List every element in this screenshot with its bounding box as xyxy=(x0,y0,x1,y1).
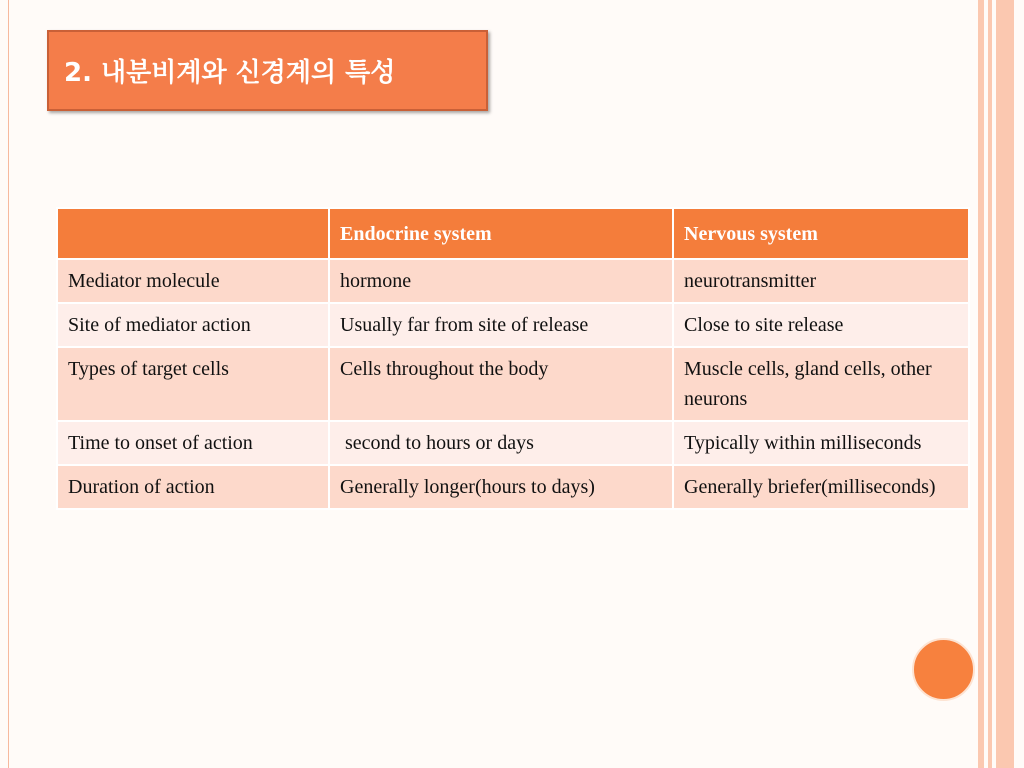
decor-stripe-2 xyxy=(988,0,992,768)
decor-stripe-3 xyxy=(996,0,1014,768)
endocrine-cell: Usually far from site of release xyxy=(329,303,673,347)
comparison-table xyxy=(56,207,970,510)
table-header-row xyxy=(57,208,969,259)
slide-title: 2. 내분비계와 신경계의 특성 xyxy=(64,58,396,88)
decor-circle xyxy=(912,638,975,701)
slide-title-box xyxy=(47,30,488,111)
header-cell-empty xyxy=(57,208,329,259)
table-row xyxy=(57,421,969,465)
nervous-cell: neurotransmitter xyxy=(673,259,969,303)
table-row xyxy=(57,347,969,421)
slide-border-left xyxy=(8,0,9,768)
nervous-cell: Typically within milliseconds xyxy=(673,421,969,465)
decor-stripe-1 xyxy=(978,0,984,768)
endocrine-cell: second to hours or days xyxy=(329,421,673,465)
row-label: Types of target cells xyxy=(57,347,329,421)
endocrine-cell: Generally longer(hours to days) xyxy=(329,465,673,509)
nervous-cell: Generally briefer(milliseconds) xyxy=(673,465,969,509)
nervous-cell: Muscle cells, gland cells, other neurons xyxy=(673,347,969,421)
row-label: Duration of action xyxy=(57,465,329,509)
row-label: Mediator molecule xyxy=(57,259,329,303)
header-nervous-system: Nervous system xyxy=(673,208,969,259)
table-row xyxy=(57,259,969,303)
endocrine-cell: Cells throughout the body xyxy=(329,347,673,421)
table-row xyxy=(57,303,969,347)
row-label: Site of mediator action xyxy=(57,303,329,347)
row-label: Time to onset of action xyxy=(57,421,329,465)
nervous-cell: Close to site release xyxy=(673,303,969,347)
endocrine-cell: hormone xyxy=(329,259,673,303)
table-row xyxy=(57,465,969,509)
header-endocrine-system: Endocrine system xyxy=(329,208,673,259)
